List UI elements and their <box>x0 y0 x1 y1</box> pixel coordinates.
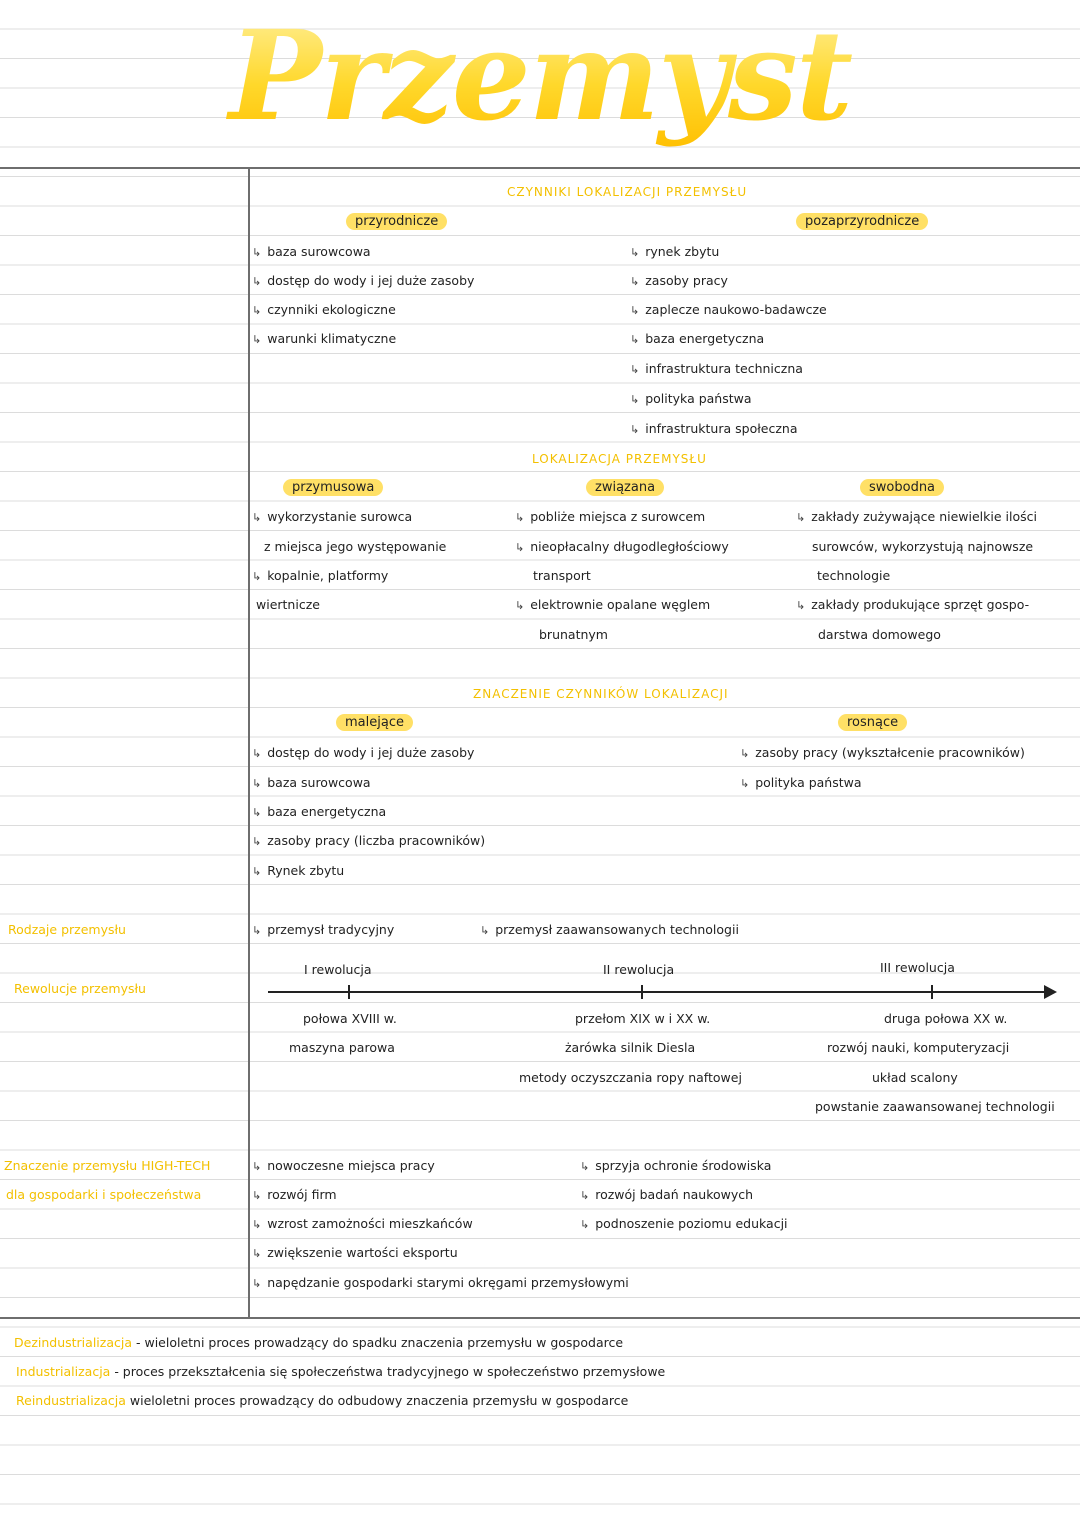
revolution-detail: układ scalony <box>872 1070 958 1085</box>
list-item: ↳ warunki klimatyczne <box>252 331 397 346</box>
bullet-arrow-icon: ↳ <box>796 511 806 524</box>
revolution-detail: żarówka silnik Diesla <box>565 1040 696 1055</box>
bullet-arrow-icon: ↳ <box>515 599 525 612</box>
bullet-arrow-icon: ↳ <box>252 275 262 288</box>
side-label-hightech-line2: dla gospodarki i społeczeństwa <box>6 1187 202 1202</box>
side-label-hightech: Znaczenie przemysłu HIGH-TECH <box>4 1158 211 1173</box>
definition-term: Dezindustrializacja <box>14 1335 132 1350</box>
bullet-arrow-icon: ↳ <box>252 333 262 346</box>
page-title: Przemyst <box>0 2 1080 152</box>
bullet-arrow-icon: ↳ <box>252 1218 262 1231</box>
list-item: ↳ baza energetyczna <box>630 331 765 346</box>
bullet-arrow-icon: ↳ <box>252 777 262 790</box>
revolution-detail: druga połowa XX w. <box>884 1011 1008 1026</box>
list-item-continuation: surowców, wykorzystują najnowsze <box>812 539 1034 554</box>
revolution-name: III rewolucja <box>880 960 955 975</box>
revolution-detail: metody oczyszczania ropy naftowej <box>519 1070 742 1085</box>
bullet-arrow-icon: ↳ <box>630 423 640 436</box>
bullet-arrow-icon: ↳ <box>796 599 806 612</box>
list-item: ↳ polityka państwa <box>740 775 862 790</box>
definition-term: Industrializacja <box>16 1364 111 1379</box>
bullet-arrow-icon: ↳ <box>740 747 750 760</box>
bullet-arrow-icon: ↳ <box>252 511 262 524</box>
revolution-detail: powstanie zaawansowanej technologii <box>815 1099 1055 1114</box>
list-item: ↳ elektrownie opalane węglem <box>515 597 711 612</box>
bullet-arrow-icon: ↳ <box>252 1247 262 1260</box>
bullet-arrow-icon: ↳ <box>480 924 490 937</box>
list-item: ↳ rozwój firm <box>252 1187 337 1202</box>
list-item: ↳ zaplecze naukowo-badawcze <box>630 302 827 317</box>
list-item: ↳ przemysł zaawansowanych technologii <box>480 922 739 937</box>
list-item-continuation: z miejsca jego występowanie <box>264 539 447 554</box>
definition-text: - proces przekształcenia się społeczeństwa tradycyjnego w społeczeństwo przemysłowe <box>114 1364 666 1379</box>
list-item-continuation: wiertnicze <box>256 597 320 612</box>
list-item: ↳ Rynek zbytu <box>252 863 345 878</box>
bullet-arrow-icon: ↳ <box>252 1160 262 1173</box>
list-item-continuation: brunatnym <box>539 627 608 642</box>
timeline-tick <box>641 985 643 999</box>
bullet-arrow-icon: ↳ <box>252 806 262 819</box>
top-divider <box>0 167 1080 169</box>
list-item: ↳ pobliże miejsca z surowcem <box>515 509 706 524</box>
bottom-divider <box>0 1317 1080 1319</box>
section-header-czynniki: CZYNNIKI LOKALIZACJI PRZEMYSŁU <box>507 185 748 199</box>
label-rosnace: rosnące <box>838 714 907 731</box>
bullet-arrow-icon: ↳ <box>252 924 262 937</box>
bullet-arrow-icon: ↳ <box>580 1218 590 1231</box>
revolution-name: I rewolucja <box>304 962 372 977</box>
label-przymusowa: przymusowa <box>283 479 383 496</box>
list-item: ↳ podnoszenie poziomu edukacji <box>580 1216 788 1231</box>
margin-divider <box>248 168 250 1318</box>
list-item: ↳ sprzyja ochronie środowiska <box>580 1158 772 1173</box>
list-item: ↳ dostęp do wody i jej duże zasoby <box>252 745 475 760</box>
list-item: ↳ zasoby pracy <box>630 273 728 288</box>
timeline-tick <box>348 985 350 999</box>
list-item: ↳ baza surowcowa <box>252 775 371 790</box>
definition-dezindustrializacja <box>14 1335 623 1351</box>
list-item: ↳ zakłady zużywające niewielkie ilości <box>796 509 1037 524</box>
list-item-continuation: transport <box>533 568 591 583</box>
bullet-arrow-icon: ↳ <box>252 570 262 583</box>
bullet-arrow-icon: ↳ <box>580 1160 590 1173</box>
list-item: ↳ rozwój badań naukowych <box>580 1187 754 1202</box>
list-item: ↳ napędzanie gospodarki starymi okręgami przemysłowymi <box>252 1275 629 1290</box>
bullet-arrow-icon: ↳ <box>630 275 640 288</box>
bullet-arrow-icon: ↳ <box>252 835 262 848</box>
side-label-rewolucje: Rewolucje przemysłu <box>14 981 146 996</box>
side-label-rodzaje: Rodzaje przemysłu <box>8 922 126 937</box>
list-item: ↳ zasoby pracy (liczba pracowników) <box>252 833 486 848</box>
list-item: ↳ czynniki ekologiczne <box>252 302 396 317</box>
label-zwiazana: związana <box>586 479 664 496</box>
revolution-name: II rewolucja <box>603 962 675 977</box>
list-item: ↳ dostęp do wody i jej duże zasoby <box>252 273 475 288</box>
bullet-arrow-icon: ↳ <box>252 865 262 878</box>
revolution-detail: maszyna parowa <box>289 1040 395 1055</box>
revolution-detail: rozwój nauki, komputeryzacji <box>827 1040 1010 1055</box>
bullet-arrow-icon: ↳ <box>252 246 262 259</box>
list-item: ↳ polityka państwa <box>630 391 752 406</box>
timeline-tick <box>931 985 933 999</box>
section-header-znaczenie: ZNACZENIE CZYNNIKÓW LOKALIZACJI <box>473 687 729 701</box>
list-item-continuation: technologie <box>817 568 891 583</box>
label-pozaprzyrodnicze: pozaprzyrodnicze <box>796 213 928 230</box>
list-item: ↳ wykorzystanie surowca <box>252 509 413 524</box>
list-item: ↳ infrastruktura techniczna <box>630 361 803 376</box>
bullet-arrow-icon: ↳ <box>252 1189 262 1202</box>
revolution-detail: połowa XVIII w. <box>303 1011 397 1026</box>
definition-text: - wieloletni proces prowadzący do spadku znaczenia przemysłu w gospodarce <box>135 1335 624 1350</box>
list-item: ↳ zasoby pracy (wykształcenie pracowników) <box>740 745 1025 760</box>
bullet-arrow-icon: ↳ <box>630 393 640 406</box>
list-item: ↳ zakłady produkujące sprzęt gospo- <box>796 597 1030 612</box>
bullet-arrow-icon: ↳ <box>252 1277 262 1290</box>
bullet-arrow-icon: ↳ <box>515 541 525 554</box>
definition-term: Reindustrializacja <box>16 1393 126 1408</box>
bullet-arrow-icon: ↳ <box>740 777 750 790</box>
bullet-arrow-icon: ↳ <box>630 333 640 346</box>
bullet-arrow-icon: ↳ <box>580 1189 590 1202</box>
revolution-detail: przełom XIX w i XX w. <box>575 1011 711 1026</box>
timeline-arrow-icon <box>1044 985 1057 999</box>
section-header-lokalizacja: LOKALIZACJA PRZEMYSŁU <box>532 452 707 466</box>
definition-text: wieloletni proces prowadzący do odbudowy znaczenia przemysłu w gospodarce <box>129 1393 629 1408</box>
bullet-arrow-icon: ↳ <box>630 363 640 376</box>
label-przyrodnicze: przyrodnicze <box>346 213 447 230</box>
bullet-arrow-icon: ↳ <box>630 304 640 317</box>
list-item: ↳ nieopłacalny długodległościowy <box>515 539 729 554</box>
list-item: ↳ wzrost zamożności mieszkańców <box>252 1216 473 1231</box>
label-malejace: malejące <box>336 714 413 731</box>
list-item: ↳ nowoczesne miejsca pracy <box>252 1158 435 1173</box>
definition-reindustrializacja <box>16 1393 628 1409</box>
bullet-arrow-icon: ↳ <box>630 246 640 259</box>
list-item: ↳ infrastruktura społeczna <box>630 421 798 436</box>
list-item-continuation: darstwa domowego <box>818 627 941 642</box>
bullet-arrow-icon: ↳ <box>252 747 262 760</box>
list-item: ↳ przemysł tradycyjny <box>252 922 395 937</box>
list-item: ↳ zwiększenie wartości eksportu <box>252 1245 458 1260</box>
list-item: ↳ rynek zbytu <box>630 244 720 259</box>
list-item: ↳ kopalnie, platformy <box>252 568 389 583</box>
bullet-arrow-icon: ↳ <box>515 511 525 524</box>
definition-industrializacja <box>16 1364 665 1380</box>
bullet-arrow-icon: ↳ <box>252 304 262 317</box>
label-swobodna: swobodna <box>860 479 944 496</box>
list-item: ↳ baza energetyczna <box>252 804 387 819</box>
list-item: ↳ baza surowcowa <box>252 244 371 259</box>
